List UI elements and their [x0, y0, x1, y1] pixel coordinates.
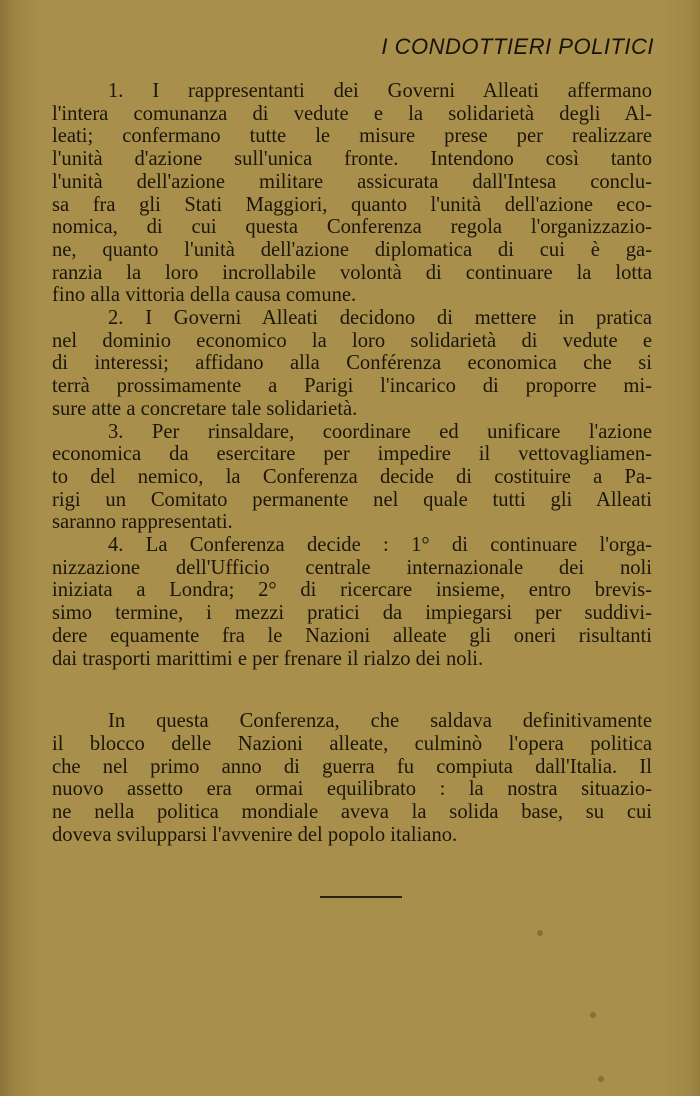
- running-head-title: I CONDOTTIERI POLITICI: [381, 34, 654, 59]
- text-line: ne nella politica mondiale aveva la solida base, su cui: [52, 801, 652, 824]
- text-line: nel dominio economico la loro solidarietà di vedute e: [52, 329, 652, 352]
- text-line: sure atte a concretare tale solidarietà.: [52, 397, 358, 420]
- text-line: 4. La Conferenza decide : 1° di continuare l'orga-: [108, 534, 652, 557]
- text-line: l'unità d'azione sull'unica fronte. Intendono così tanto: [52, 148, 652, 171]
- text-line: doveva svilupparsi l'avvenire del popolo italiano.: [52, 823, 458, 846]
- text-line: dai trasporti marittimi e per frenare il rialzo dei noli.: [52, 647, 484, 670]
- text-line: fino alla vittoria della causa comune.: [52, 284, 357, 307]
- paper-speck: [598, 1076, 604, 1082]
- text-line: terrà prossimamente a Parigi l'incarico di proporre mi-: [52, 375, 652, 398]
- text-line: dere equamente fra le Nazioni alleate gli oneri risultanti: [52, 624, 652, 647]
- paper-speck: [590, 1012, 596, 1018]
- text-line: sa fra gli Stati Maggiori, quanto l'unità dell'azione eco-: [52, 193, 652, 216]
- text-line: nuovo assetto era ormai equilibrato : la nostra situazio-: [52, 778, 652, 801]
- text-line: 1. I rappresentanti dei Governi Alleati affermano: [108, 80, 652, 102]
- text-line: In questa Conferenza, che saldava definitivamente: [108, 710, 652, 733]
- text-block: [52, 80, 652, 847]
- text-line: il blocco delle Nazioni alleate, culminò l'opera politica: [52, 732, 652, 755]
- text-line: to del nemico, la Conferenza decide di costituire a Pa-: [52, 465, 652, 488]
- text-line: iniziata a Londra; 2° di ricercare insieme, entro brevis-: [52, 579, 652, 602]
- text-line: nomica, di cui questa Conferenza regola l'organizzazio-: [52, 216, 652, 239]
- text-line: saranno rappresentati.: [52, 511, 233, 534]
- text-line: ne, quanto l'unità dell'azione diplomatica di cui è ga-: [52, 238, 652, 261]
- paper-speck: [537, 930, 543, 936]
- text-line: l'unità dell'azione militare assicurata dall'Intesa conclu-: [52, 170, 652, 193]
- text-line: economica da esercitare per impedire il vettovagliamen-: [52, 443, 652, 466]
- end-rule: [320, 896, 402, 898]
- text-line: nizzazione dell'Ufficio centrale internazionale dei noli: [52, 556, 652, 579]
- text-line: simo termine, i mezzi pratici da impiegarsi per suddivi-: [52, 602, 652, 625]
- text-line: l'intera comunanza di vedute e la solidarietà degli Al-: [52, 102, 652, 125]
- text-line: ranzia la loro incrollabile volontà di continuare la lotta: [52, 261, 652, 284]
- text-line: 3. Per rinsaldare, coordinare ed unificare l'azione: [108, 420, 652, 443]
- paragraph-gap: [52, 670, 652, 710]
- text-line: 2. I Governi Alleati decidono di mettere in pratica: [108, 307, 652, 330]
- text-line: che nel primo anno di guerra fu compiuta dall'Italia. Il: [52, 755, 652, 778]
- text-line: rigi un Comitato permanente nel quale tutti gli Alleati: [52, 488, 652, 511]
- text-line: di interessi; affidano alla Conférenza economica che si: [52, 352, 652, 375]
- text-line: leati; confermano tutte le misure prese per realizzare: [52, 125, 652, 148]
